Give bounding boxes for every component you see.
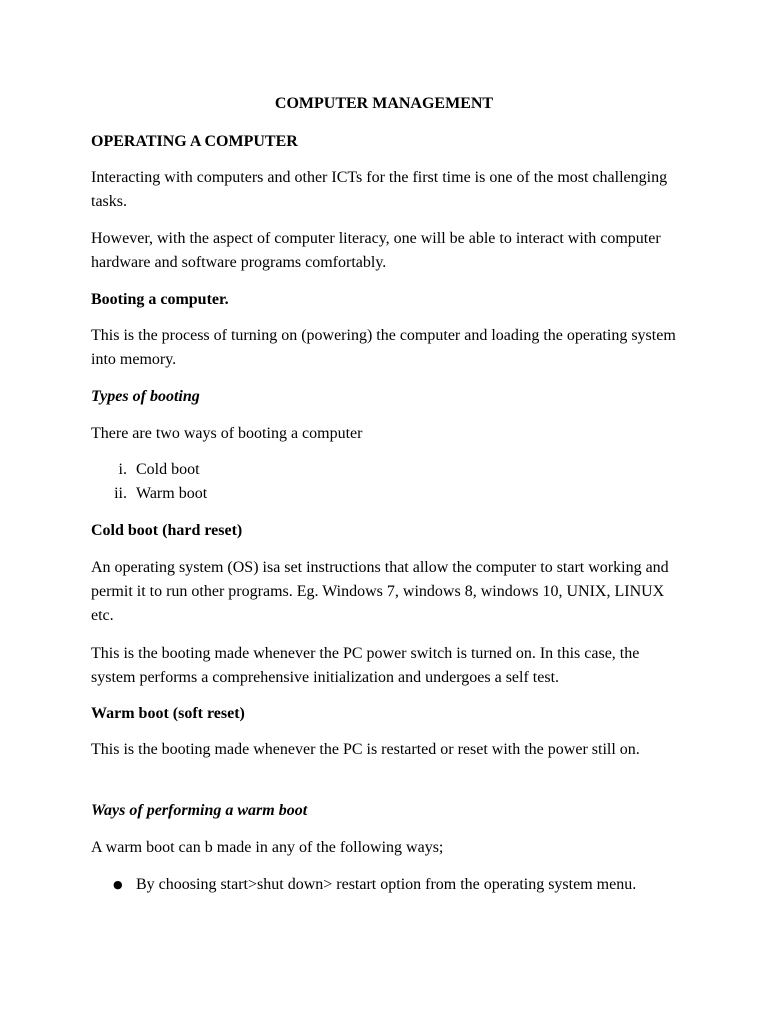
booting-heading: Booting a computer. xyxy=(91,291,229,308)
ways-intro: A warm boot can b made in any of the following ways; xyxy=(91,839,444,856)
warm-boot-definition: This is the booting made whenever the PC is restarted or reset with the power still on. xyxy=(91,741,640,758)
list-item-text: Cold boot xyxy=(136,461,200,478)
list-marker: ii. xyxy=(114,485,127,502)
warm-boot-heading: Warm boot (soft reset) xyxy=(91,705,245,722)
bullet-icon: ● xyxy=(113,878,123,891)
booting-definition: This is the process of turning on (powering) the computer and loading the operating system into memory. xyxy=(91,327,676,368)
types-intro: There are two ways of booting a computer xyxy=(91,425,363,442)
cold-boot-heading: Cold boot (hard reset) xyxy=(91,522,243,539)
list-item-text: Warm boot xyxy=(136,485,208,502)
doc-title: COMPUTER MANAGEMENT xyxy=(274,95,494,112)
list-marker: i. xyxy=(118,461,127,478)
types-heading: Types of booting xyxy=(91,388,200,405)
ways-heading: Ways of performing a warm boot xyxy=(91,802,308,819)
paragraph-literacy: However, with the aspect of computer literacy, one will be able to interact with computer hardware and software programs comfortably. xyxy=(91,230,661,271)
paragraph-intro: Interacting with computers and other ICTs for the first time is one of the most challenging tasks. xyxy=(91,169,668,210)
section-heading: OPERATING A COMPUTER xyxy=(91,133,298,150)
list-item-text: By choosing start>shut down> restart option from the operating system menu. xyxy=(136,876,637,893)
os-definition: An operating system (OS) isa set instructions that allow the computer to start working and permit it to run other programs. Eg. Windows 7, windows 8, windows 10, UNIX, LINUX etc. xyxy=(91,559,669,624)
cold-boot-definition: This is the booting made whenever the PC power switch is turned on. In this case, the system performs a comprehensive initialization and undergoes a self test. xyxy=(91,645,640,686)
